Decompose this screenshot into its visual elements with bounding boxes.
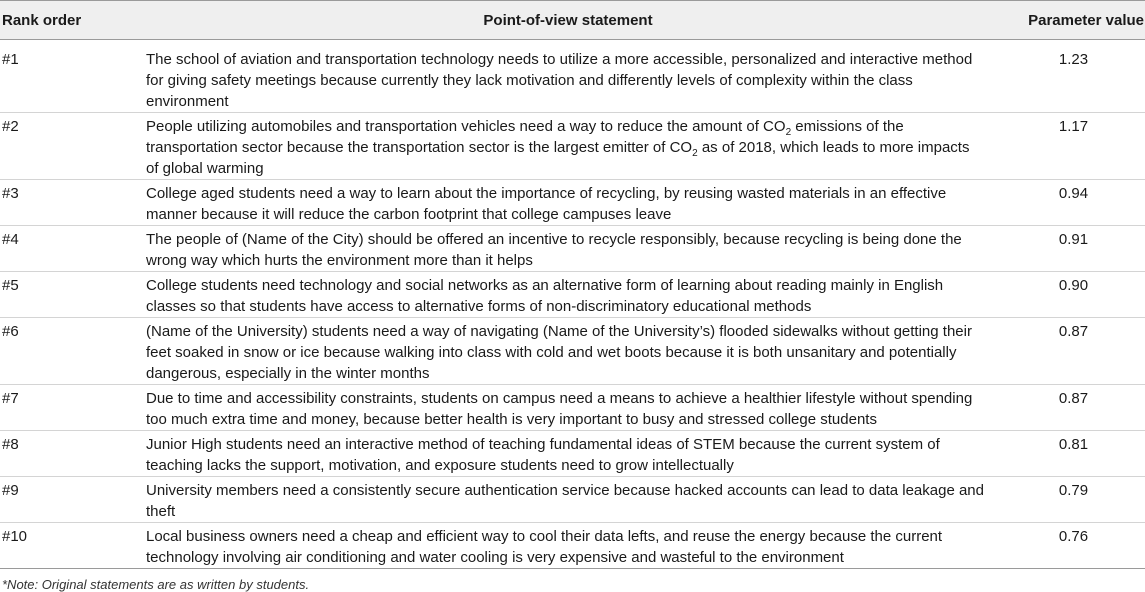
value-cell: 0.87 xyxy=(990,385,1145,431)
statement-cell xyxy=(146,113,990,180)
table-footnote: *Note: Original statements are as written by students. xyxy=(2,577,310,592)
statement-cell: College aged students need a way to learn about the importance of recycling, by reusing wasted materials in an effective manner because it will reduce the carbon footprint that college campuses leave xyxy=(146,180,990,226)
value-cell: 0.94 xyxy=(990,180,1145,226)
header-statement: Point-of-view statement xyxy=(146,1,990,40)
rank-cell: #10 xyxy=(0,523,146,569)
value-cell: 0.91 xyxy=(990,226,1145,272)
value-cell: 1.17 xyxy=(990,113,1145,180)
table-row xyxy=(0,523,1145,569)
rank-cell: #2 xyxy=(0,113,146,180)
value-cell: 0.90 xyxy=(990,272,1145,318)
statement-cell: The people of (Name of the City) should be offered an incentive to recycle responsibly, because recycling is being done the wrong way which hurts the environment more than it helps xyxy=(146,226,990,272)
rank-cell: #9 xyxy=(0,477,146,523)
rank-cell: #3 xyxy=(0,180,146,226)
statement-cell: University members need a consistently secure authentication service because hacked accounts can lead to data leakage and theft xyxy=(146,477,990,523)
table-row xyxy=(0,113,1145,180)
table-row xyxy=(0,226,1145,272)
statement-cell: Local business owners need a cheap and efficient way to cool their data lefts, and reuse the energy because the current technology involving air conditioning and water cooling is very expensive and wasteful to the environment xyxy=(146,523,990,569)
statement-cell: Junior High students need an interactive method of teaching fundamental ideas of STEM because the current system of teaching lacks the support, motivation, and exposure students need to grow intellectually xyxy=(146,431,990,477)
table-row xyxy=(0,272,1145,318)
header-row xyxy=(0,1,1145,40)
table-body xyxy=(0,40,1145,569)
rank-cell: #5 xyxy=(0,272,146,318)
statement-cell: The school of aviation and transportation technology needs to utilize a more accessible, personalized and interactive method for giving safety meetings because currently they lack motivation and differently levels of complexity within the class environment xyxy=(146,40,990,113)
value-cell: 0.79 xyxy=(990,477,1145,523)
header-rank-order: Rank order xyxy=(0,1,146,40)
header-parameter-value: Parameter value xyxy=(990,1,1145,40)
statement-cell: (Name of the University) students need a way of navigating (Name of the University’s) flooded sidewalks without getting their feet soaked in snow or ice because walking into class with cold and wet boots because it is both unsanitary and potentially dangerous, especially in the winter months xyxy=(146,318,990,385)
value-cell: 0.76 xyxy=(990,523,1145,569)
table-header xyxy=(0,1,1145,40)
value-cell: 0.81 xyxy=(990,431,1145,477)
value-cell: 1.23 xyxy=(990,40,1145,113)
table-row xyxy=(0,180,1145,226)
value-cell: 0.87 xyxy=(990,318,1145,385)
table-row xyxy=(0,318,1145,385)
statement-part: People utilizing automobiles and transportation vehicles need a way to reduce the amount of CO xyxy=(146,118,786,135)
statement-cell: Due to time and accessibility constraints, students on campus need a means to achieve a healthier lifestyle without spending too much extra time and money, because better health is very important to busy and stressed college students xyxy=(146,385,990,431)
table-row xyxy=(0,477,1145,523)
rank-cell: #8 xyxy=(0,431,146,477)
rank-cell: #6 xyxy=(0,318,146,385)
statement-part: as of 2018, which leads to more impacts of global warming xyxy=(146,139,970,177)
rank-cell: #1 xyxy=(0,40,146,113)
rank-cell: #4 xyxy=(0,226,146,272)
statement-cell: College students need technology and social networks as an alternative form of learning about reading mainly in English classes so that students have access to alternative forms of non-discriminatory educational methods xyxy=(146,272,990,318)
table-row xyxy=(0,431,1145,477)
statement-part: emissions of the transportation sector because the transportation sector is the largest emitter of CO xyxy=(146,118,904,156)
table-row xyxy=(0,40,1145,113)
subscript: 2 xyxy=(785,127,792,138)
rank-cell: #7 xyxy=(0,385,146,431)
table-row xyxy=(0,385,1145,431)
subscript: 2 xyxy=(692,148,698,159)
